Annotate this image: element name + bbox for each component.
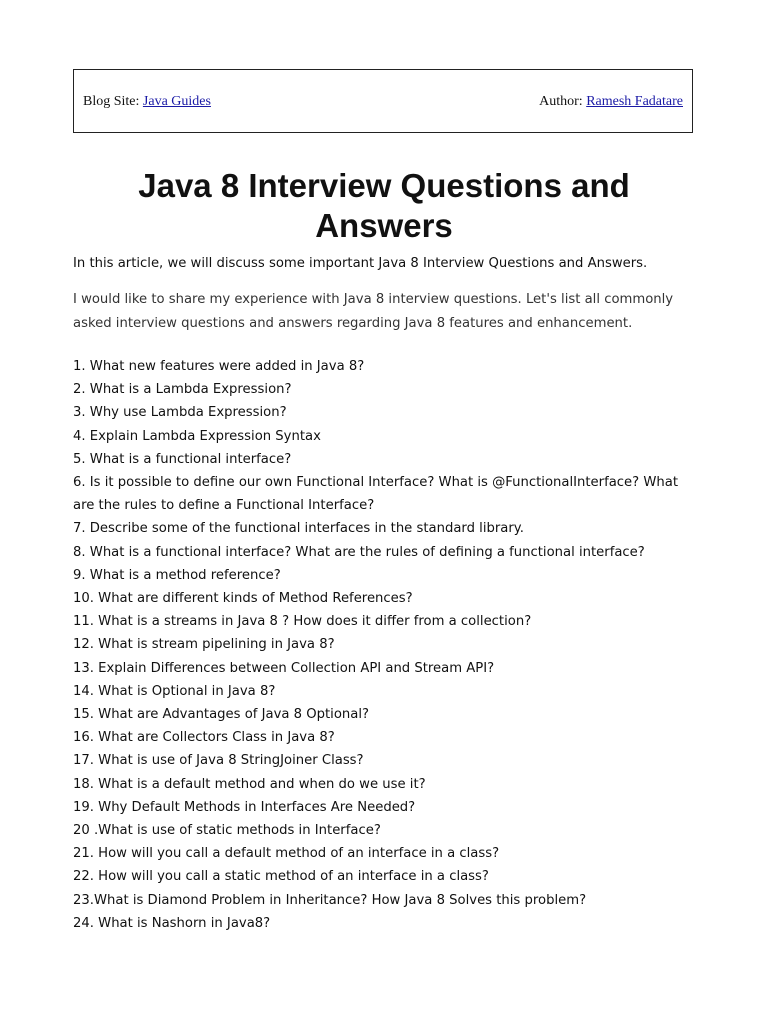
question-item: 5. What is a functional interface? (73, 451, 292, 467)
blog-site-info (83, 94, 211, 110)
question-item: 24. What is Nashorn in Java8? (73, 915, 271, 931)
question-item: 14. What is Optional in Java 8? (73, 683, 276, 699)
question-item: 21. How will you call a default method of an interface in a class? (73, 846, 500, 862)
author-link[interactable]: Ramesh Fadatare (586, 94, 683, 109)
question-item: 4. Explain Lambda Expression Syntax (73, 428, 321, 444)
question-item: 17. What is use of Java 8 StringJoiner Class? (73, 753, 364, 769)
intro-paragraph: In this article, we will discuss some important Java 8 Interview Questions and Answers. (73, 256, 648, 271)
question-item: 23.What is Diamond Problem in Inheritance? How Java 8 Solves this problem? (73, 892, 587, 908)
question-item: 12. What is stream pipelining in Java 8? (73, 637, 335, 653)
question-item: 16. What are Collectors Class in Java 8? (73, 730, 335, 746)
question-item: 10. What are different kinds of Method References? (73, 591, 413, 607)
question-item: 1. What new features were added in Java 8? (73, 359, 365, 374)
question-item: 13. Explain Differences between Collection API and Stream API? (73, 660, 495, 676)
question-item: 3. Why use Lambda Expression? (73, 405, 287, 421)
question-item: 20 .What is use of static methods in Interface? (73, 823, 381, 839)
question-item: 6. Is it possible to define our own Functional Interface? What is @FunctionalInterface? What are the rules to define a Functional Interface? (73, 475, 679, 514)
question-item: 15. What are Advantages of Java 8 Optional? (73, 707, 370, 723)
author-label: Author: (539, 94, 583, 109)
question-list (73, 355, 693, 935)
question-item: 11. What is a streams in Java 8 ? How does it differ from a collection? (73, 614, 532, 630)
blog-site-label: Blog Site: (83, 94, 140, 109)
question-item: 9. What is a method reference? (73, 567, 281, 583)
blog-site-link[interactable]: Java Guides (142, 94, 211, 109)
question-item: 2. What is a Lambda Expression? (73, 382, 292, 398)
question-item: 19. Why Default Methods in Interfaces Are Needed? (73, 799, 416, 815)
question-item: 8. What is a functional interface? What are the rules of defining a functional interface? (73, 544, 645, 560)
question-item: 22. How will you call a static method of an interface in a class? (73, 869, 489, 885)
question-item: 7. Describe some of the functional interfaces in the standard library. (73, 521, 524, 537)
blog-header-box (73, 69, 693, 133)
share-paragraph: I would like to share my experience with Java 8 interview questions. Let's list all commonly asked interview questions and answers regarding Java 8 features and enhancement. (73, 292, 674, 331)
question-item: 18. What is a default method and when do we use it? (73, 776, 426, 792)
page-title: Java 8 Interview Questions and Answers (138, 167, 630, 244)
author-info (539, 94, 683, 110)
